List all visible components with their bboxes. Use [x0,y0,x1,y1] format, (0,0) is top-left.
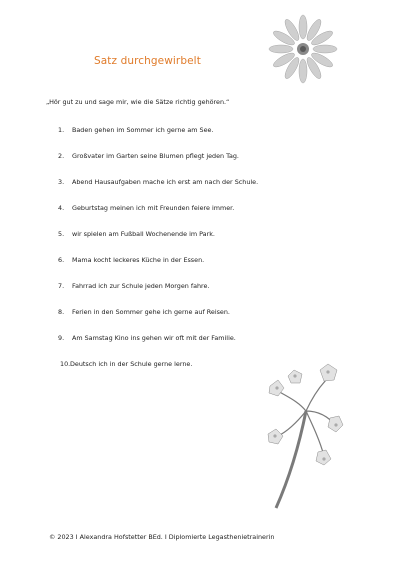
item-text: Deutsch ich in der Schule gerne lerne. [70,360,193,368]
list-item [58,256,358,264]
list-item [58,334,358,342]
item-number: 4. [58,204,65,212]
item-number: 10. [60,360,71,368]
item-text: wir spielen am Fußball Wochenende im Park. [72,230,215,238]
item-text: Fahrrad ich zur Schule jeden Morgen fahre. [72,282,210,290]
worksheet-title: Satz durchgewirbelt [94,55,201,67]
list-item [58,308,358,316]
list-item [58,204,358,212]
list-item [58,126,358,134]
item-text: Am Samstag Kino ins gehen wir oft mit der Familie. [72,334,236,342]
item-text: Großvater im Garten seine Blumen pflegt jeden Tag. [72,152,239,160]
instruction-text: „Hör gut zu und sage mir, wie die Sätze richtig gehören.“ [46,98,230,106]
item-text: Abend Hausaufgaben mache ich erst am nach der Schule. [72,178,259,186]
item-text: Ferien in den Sommer gehe ich gerne auf Reisen. [72,308,230,316]
chicory-flower-image [262,14,344,84]
item-text: Geburtstag meinen ich mit Freunden feiere immer. [72,204,235,212]
item-number: 5. [58,230,65,238]
list-item [58,282,358,290]
item-number: 3. [58,178,65,186]
item-number: 1. [58,126,65,134]
copyright-footer: © 2023 I Alexandra Hofstetter BEd. I Diplomierte Legasthenietrainerin [49,533,275,541]
list-item [58,152,358,160]
item-number: 7. [58,282,65,290]
item-text: Mama kocht leckeres Küche in der Essen. [72,256,205,264]
item-number: 6. [58,256,65,264]
list-item [58,230,358,238]
primrose-flower-image [258,356,344,516]
item-number: 2. [58,152,65,160]
item-number: 9. [58,334,65,342]
list-item [58,178,358,186]
item-text: Baden gehen im Sommer ich gerne am See. [72,126,214,134]
item-number: 8. [58,308,65,316]
